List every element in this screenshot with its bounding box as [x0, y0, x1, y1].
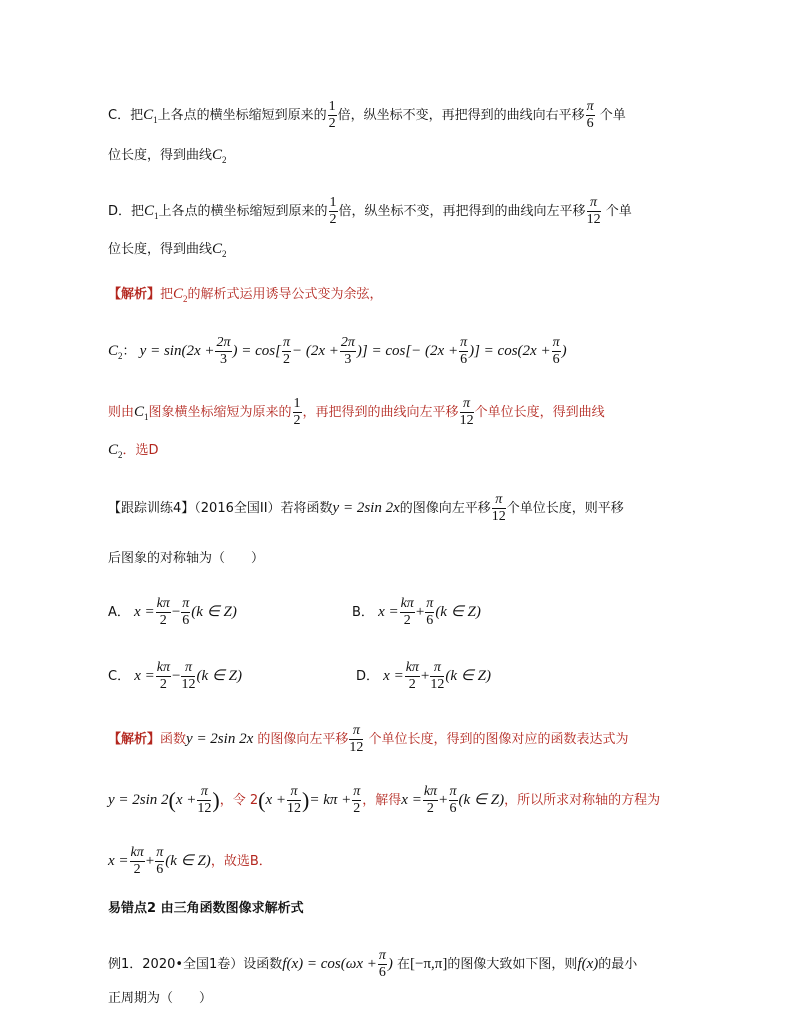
- curve-c2: $C_2$: [212, 147, 227, 165]
- eq-frac4: $\frac{\pi}{6}$: [460, 335, 468, 367]
- training-text1: 的图像向左平移: [399, 501, 491, 516]
- shifted-frac: $\frac{\pi}{12}$: [197, 784, 212, 816]
- choice-c-op: −: [171, 668, 181, 684]
- solve-op: +: [439, 792, 448, 808]
- option-d-text2: 倍，纵坐标不变，再把得到的曲线向左平移: [338, 204, 586, 219]
- option-d-line1: [108, 196, 632, 227]
- section-heading-text: 易错点2 由三角函数图像求解析式: [108, 901, 304, 916]
- curve-c2: $C_2$: [173, 286, 188, 304]
- paren-open: (: [258, 787, 266, 813]
- choice-a-op: −: [171, 604, 181, 620]
- let-arg: x +: [265, 792, 286, 808]
- training-frac: $\frac{\pi}{12}$: [491, 492, 506, 524]
- paren-close: ): [302, 787, 310, 813]
- example1-text1: 例1．2020•全国1卷）设函数: [108, 957, 283, 972]
- choice-d-label: D．: [356, 669, 380, 684]
- option-d-text1: 上各点的横坐标缩短到原来的: [158, 204, 328, 219]
- eq-part5: )] = cos(2x +: [469, 343, 551, 359]
- analysis2-function: y = 2sin 2x: [186, 731, 254, 747]
- choice-c-frac1: $\frac{k\pi}{2}$: [156, 660, 170, 692]
- choice-b-op: +: [415, 604, 425, 620]
- let-frac: $\frac{\pi}{12}$: [287, 784, 301, 816]
- shifted-arg: x +: [175, 792, 197, 808]
- option-c-label: C．把: [108, 108, 144, 123]
- choice-b-frac1: $\frac{k\pi}{2}$: [400, 596, 414, 628]
- training-function: y = 2sin 2x: [332, 500, 400, 516]
- analysis2-text1: 函数: [160, 732, 187, 747]
- eq-frac2: $\frac{\pi}{2}$: [282, 335, 290, 367]
- choice-b-label: B．: [352, 605, 374, 620]
- eq-part6: ): [561, 343, 567, 359]
- choice-a-tail: (k ∈ Z): [191, 604, 237, 620]
- analysis2-line3: [108, 846, 272, 877]
- training-tag: 【跟踪训练4】: [108, 501, 195, 516]
- example1-frac: $\frac{\pi}{6}$: [378, 948, 386, 980]
- training-question: 后图象的对称轴为（ ）: [108, 551, 265, 566]
- let-rhs: = kπ +: [309, 792, 352, 808]
- paren-open: (: [168, 787, 176, 813]
- example1-interval: [−π,π]: [410, 956, 448, 972]
- result-frac-shift: $\frac{\pi}{12}$: [459, 396, 474, 428]
- eq-part3: − (2x +: [291, 343, 339, 359]
- eq-part1: y = sin(2x +: [139, 343, 215, 359]
- solve-x: x =: [401, 792, 422, 808]
- example1-function-end: ): [387, 956, 393, 972]
- option-c-text3: 个单: [599, 108, 626, 123]
- choice-c-tail: (k ∈ Z): [196, 668, 243, 684]
- analysis2-text4: ，令 2: [219, 793, 259, 808]
- curve-c1: $C_1$: [143, 107, 158, 125]
- option-d-label: D．把: [108, 204, 145, 219]
- choice-a-frac2: $\frac{\pi}{6}$: [182, 596, 190, 628]
- eq-frac3: $\frac{2\pi}{3}$: [340, 335, 355, 367]
- option-c-text2: 倍，纵坐标不变，再把得到的曲线向右平移: [337, 108, 585, 123]
- option-c-text4: 位长度，得到曲线: [108, 148, 213, 163]
- result-answer: ．选D: [122, 443, 159, 458]
- analysis1-text2: 的解析式运用诱导公式变为余弦，: [187, 287, 383, 302]
- final-op: +: [145, 853, 155, 869]
- analysis1-result-line2: [108, 440, 159, 465]
- example1-function: f(x) = cos(ωx +: [282, 956, 377, 972]
- result-text1: 则由: [108, 405, 135, 420]
- fraction-shift: $\frac{\pi}{6}$: [586, 99, 594, 131]
- shifted-function: y = 2sin 2: [108, 792, 169, 808]
- eq-part2: ) = cos[: [232, 343, 281, 359]
- final-frac1: $\frac{k\pi}{2}$: [130, 845, 144, 877]
- let-rhs-frac: $\frac{\pi}{2}$: [353, 784, 361, 816]
- curve-c2: $C_2$: [212, 241, 227, 259]
- choice-d[interactable]: [356, 661, 491, 692]
- analysis2-line2: [108, 785, 660, 816]
- option-d-text4: 位长度，得到曲线: [108, 242, 213, 257]
- option-c-line2: [108, 145, 227, 170]
- choice-c-label: C．: [108, 669, 131, 684]
- choice-a-frac1: $\frac{k\pi}{2}$: [156, 596, 170, 628]
- section-heading: [108, 899, 304, 919]
- result-text2: 图象横坐标缩短为原来的: [148, 405, 292, 420]
- solve-frac1: $\frac{k\pi}{2}$: [423, 784, 438, 816]
- solve-frac2: $\frac{\pi}{6}$: [449, 784, 457, 816]
- result-frac-half: $\frac{1}{2}$: [293, 396, 301, 428]
- curve-c1: $C_1$: [144, 203, 159, 221]
- eq-frac1: $\frac{2\pi}{3}$: [216, 335, 231, 367]
- eq-colon: ：: [122, 344, 136, 359]
- choice-d-frac1: $\frac{k\pi}{2}$: [405, 660, 419, 692]
- analysis1-text1: 把: [160, 287, 174, 302]
- eq-part4: )] = cos[− (2x +: [356, 343, 459, 359]
- result-text4: 个单位长度，得到曲线: [474, 405, 605, 420]
- analysis1-result-line1: [108, 397, 605, 428]
- eq-label: $C_2$: [108, 343, 123, 361]
- fraction-shift: $\frac{\pi}{12}$: [586, 195, 601, 227]
- example1-question: 正周期为（ ）: [108, 991, 213, 1006]
- analysis-tag: 【解析】: [108, 732, 161, 747]
- analysis2-text6: ，所以所求对称轴的方程为: [504, 793, 661, 808]
- example1-text4: 的最小: [598, 957, 638, 972]
- choice-d-frac2: $\frac{\pi}{12}$: [430, 660, 445, 692]
- choice-d-op: +: [420, 668, 430, 684]
- choice-c[interactable]: [108, 661, 242, 692]
- option-c-line1: [108, 100, 626, 131]
- solve-tail: (k ∈ Z): [458, 792, 505, 808]
- example1-line1: [108, 949, 637, 980]
- choice-d-x: x =: [383, 668, 404, 684]
- analysis-tag: 【解析】: [108, 287, 161, 302]
- training4-line1: [108, 493, 624, 524]
- training4-line2: [108, 549, 264, 569]
- choice-a-x: x =: [134, 604, 155, 620]
- analysis2-text5: ，解得: [362, 793, 402, 808]
- analysis1-equation: [108, 336, 567, 367]
- fraction-half: $\frac{1}{2}$: [328, 99, 336, 131]
- option-d-line2: [108, 239, 227, 264]
- example1-line2: [108, 989, 212, 1009]
- final-tail: (k ∈ Z): [165, 853, 211, 869]
- final-x: x =: [108, 853, 129, 869]
- analysis2-answer: ，故选B．: [210, 854, 272, 869]
- choice-b-x: x =: [378, 604, 399, 620]
- example1-text2: 在: [397, 957, 411, 972]
- example1-text3: 的图像大致如下图，则: [447, 957, 578, 972]
- choice-b[interactable]: [352, 597, 481, 628]
- fraction-half: $\frac{1}{2}$: [329, 195, 337, 227]
- eq-frac5: $\frac{\pi}{6}$: [552, 335, 560, 367]
- analysis2-frac: $\frac{\pi}{12}$: [349, 723, 364, 755]
- choice-a-label: A．: [108, 605, 130, 620]
- choice-d-tail: (k ∈ Z): [445, 668, 491, 684]
- final-frac2: $\frac{\pi}{6}$: [156, 845, 164, 877]
- curve-c2: $C_2$: [108, 442, 123, 460]
- curve-c1: $C_1$: [134, 404, 149, 422]
- option-c-text1: 上各点的横坐标缩短到原来的: [157, 108, 327, 123]
- option-d-text3: 个单: [605, 204, 632, 219]
- choice-a[interactable]: [108, 597, 237, 628]
- training-source: （2016全国II）若将函数: [194, 501, 333, 516]
- choice-b-frac2: $\frac{\pi}{6}$: [426, 596, 434, 628]
- result-text3: ，再把得到的曲线向左平移: [302, 405, 459, 420]
- analysis2-text3: 个单位长度，得到的图像对应的函数表达式为: [368, 732, 629, 747]
- analysis2-text2: 的图像向左平移: [257, 732, 349, 747]
- analysis1-line1: [108, 284, 383, 309]
- example1-fx: f(x): [577, 956, 599, 972]
- analysis2-line1: [108, 724, 629, 755]
- choice-c-x: x =: [134, 668, 155, 684]
- paren-close: ): [212, 787, 220, 813]
- training-text2: 个单位长度，则平移: [506, 501, 624, 516]
- choice-c-frac2: $\frac{\pi}{12}$: [181, 660, 196, 692]
- choice-b-tail: (k ∈ Z): [435, 604, 481, 620]
